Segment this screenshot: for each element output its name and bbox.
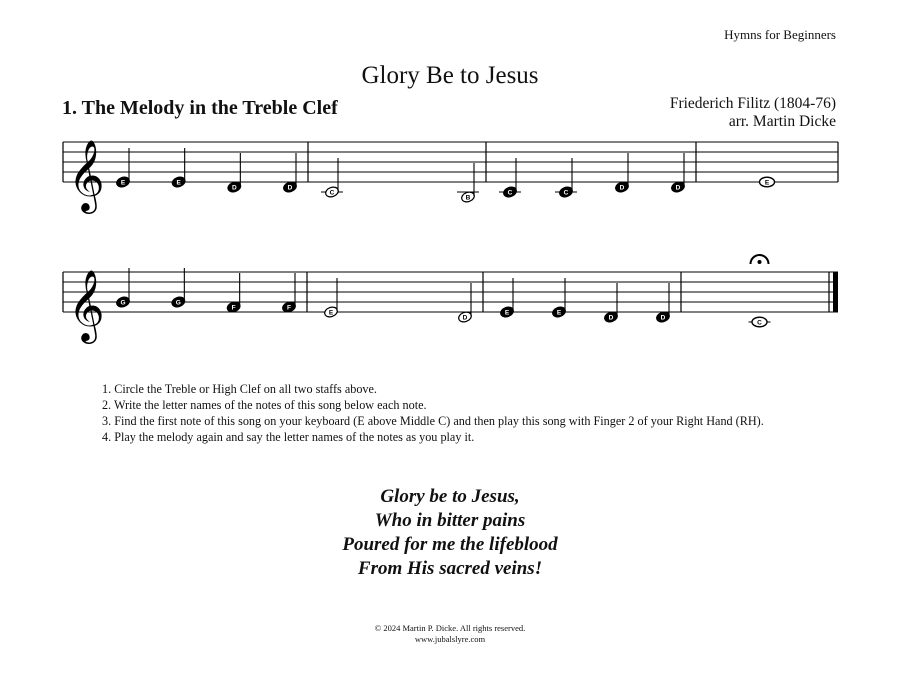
verse-line: From His sacred veins!: [357, 558, 543, 579]
verse-line: Poured for me the lifeblood: [342, 534, 558, 555]
song-title: Glory Be to Jesus: [361, 62, 539, 89]
copyright-notice: © 2024 Martin P. Dicke. All rights reserved.: [374, 623, 526, 633]
note-letter: F: [287, 304, 291, 312]
composer-credit: Friederich Filitz (1804-76): [669, 95, 836, 112]
instruction-item: 3. Find the first note of this song on your keyboard (E above Middle C) and then play this song with Finger 2 of your Right Hand (RH).: [102, 414, 764, 428]
instruction-item: 1. Circle the Treble or High Clef on all two staffs above.: [102, 382, 377, 396]
note-letter: C: [563, 189, 569, 197]
series-title: Hymns for Beginners: [724, 27, 836, 42]
note-letter: E: [504, 309, 510, 317]
instruction-item: 4. Play the melody again and say the letter names of the notes as you play it.: [102, 430, 475, 444]
instructions-list: [102, 381, 764, 445]
note-letter: B: [465, 194, 471, 202]
note-letter: G: [175, 299, 181, 307]
note-letter: E: [176, 179, 181, 187]
note-letter: F: [231, 304, 236, 312]
treble-clef-icon: 𝄞: [68, 268, 105, 341]
fermata-dot: [758, 260, 762, 264]
treble-clef-icon: 𝄞: [68, 138, 105, 211]
instruction-item: 2. Write the letter names of the notes of this song below each note.: [102, 398, 427, 412]
note-letter: D: [675, 184, 681, 192]
note-letter: E: [328, 309, 334, 317]
note-letter: D: [462, 314, 468, 322]
footer: [0, 623, 900, 645]
note-letter: C: [329, 189, 335, 197]
note-letter: G: [120, 299, 126, 307]
section-heading: 1. The Melody in the Treble Clef: [62, 97, 338, 119]
note-letter: D: [287, 184, 293, 192]
website-link: www.jubalslyre.com: [414, 634, 486, 644]
final-barline-thick: [833, 272, 838, 312]
note-letter: E: [764, 179, 770, 187]
hymn-verse: [0, 485, 900, 581]
note-letter: D: [608, 314, 614, 322]
note-letter: D: [619, 184, 625, 192]
note-letter: E: [120, 179, 126, 187]
note-letter: D: [231, 184, 237, 192]
note-letter: C: [507, 189, 513, 197]
note-letter: D: [660, 314, 666, 322]
verse-line: Glory be to Jesus,: [380, 486, 520, 507]
note-letter: C: [757, 319, 762, 327]
verse-line: Who in bitter pains: [374, 510, 526, 531]
note-letter: E: [556, 309, 562, 317]
arranger-credit: arr. Martin Dicke: [728, 113, 836, 130]
